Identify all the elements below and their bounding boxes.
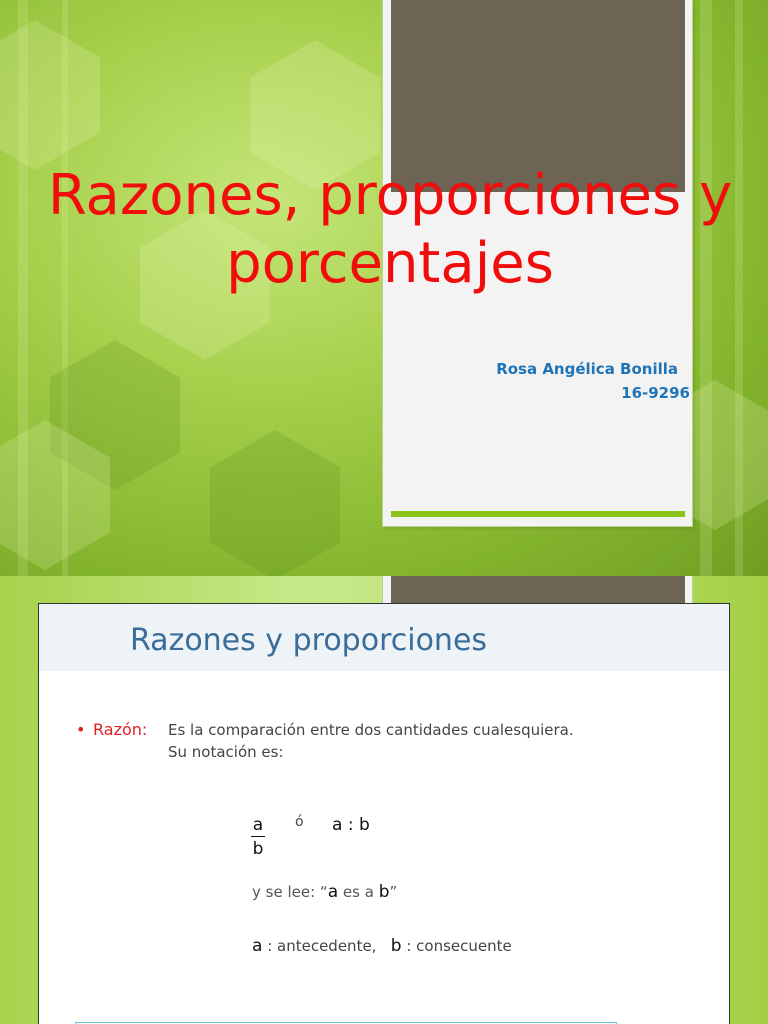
slide-title: Razones y proporciones	[130, 623, 488, 658]
reading-middle: es a	[342, 883, 374, 901]
or-word: ó	[295, 814, 304, 830]
term-razon: Razón:	[93, 720, 148, 739]
author-name: Rosa Angélica Bonilla	[496, 360, 678, 378]
slide-header	[39, 604, 729, 671]
colon-notation: a : b	[332, 815, 370, 835]
definition-line-2: Su notación es:	[168, 743, 284, 761]
fraction-notation	[251, 814, 265, 861]
reading-prefix: y se lee: “	[252, 883, 328, 901]
reading-a: a	[327, 882, 339, 902]
term-b: b	[390, 936, 402, 956]
reading-line	[252, 882, 397, 902]
hexagon-decoration	[0, 20, 100, 170]
author-id: 16-9296	[621, 384, 690, 402]
term-a: a	[252, 936, 263, 956]
hexagon-decoration	[210, 430, 340, 576]
term-b-label: : consecuente	[406, 937, 512, 955]
terms-line	[252, 936, 512, 956]
reading-suffix: ”	[389, 883, 398, 901]
presentation-title: Razones, proporciones y porcentajes	[47, 163, 733, 296]
bullet-marker: •	[76, 720, 86, 739]
definition-line-1: Es la comparación entre dos cantidades cualesquiera.	[168, 721, 574, 739]
card-accent-line	[391, 511, 685, 517]
content-panel	[38, 603, 730, 1024]
fraction-numerator: a	[252, 815, 264, 835]
fraction-denominator: b	[252, 839, 264, 859]
reading-b: b	[378, 882, 390, 902]
author-block	[420, 357, 690, 405]
term-a-label: : antecedente,	[267, 937, 377, 955]
content-slide	[0, 576, 768, 1024]
